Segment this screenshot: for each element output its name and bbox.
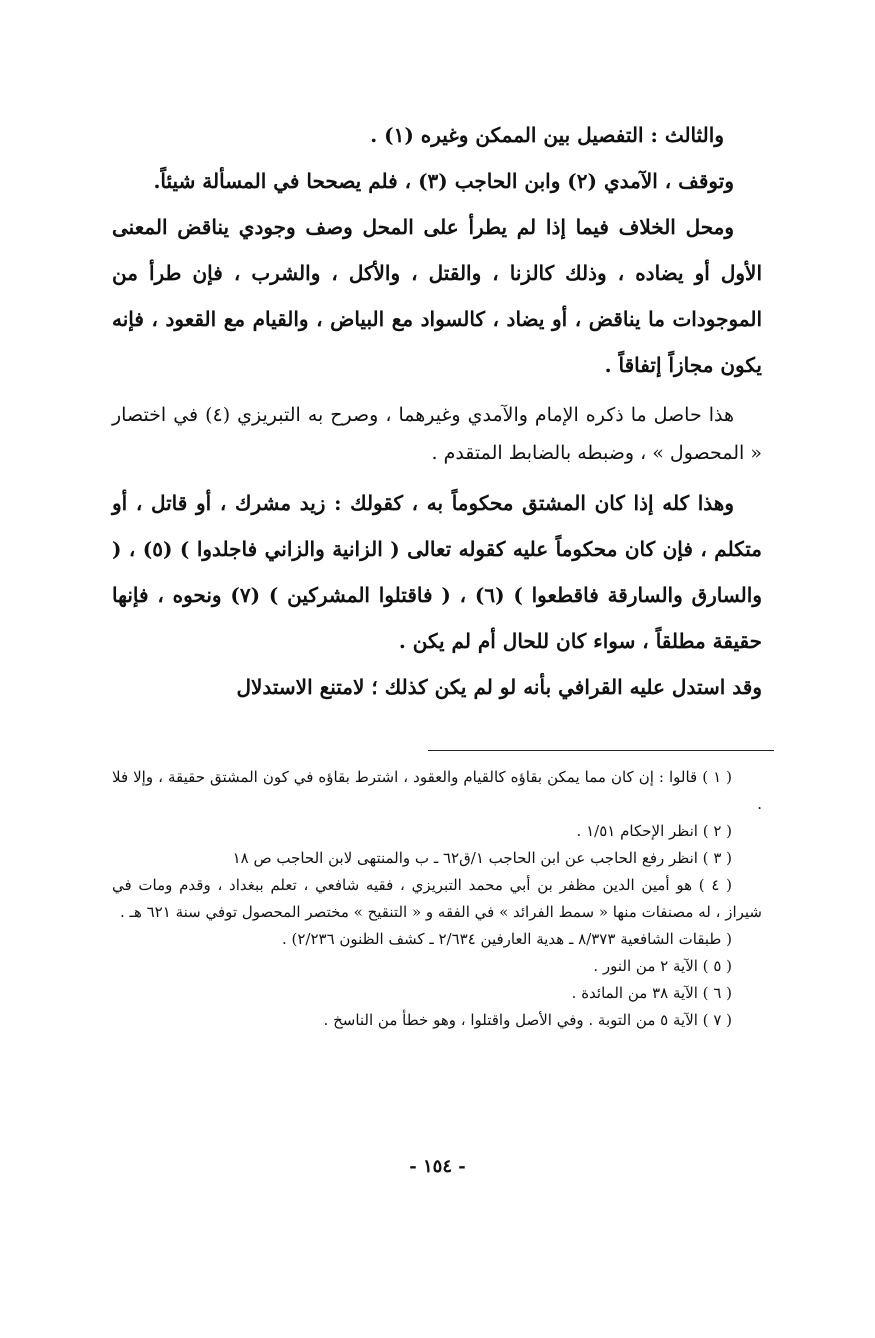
footnote-3: ( ٣ ) انظر رفع الحاجب عن ابن الحاجب ١/ق٦٢ ـ ب والمنتهى لابن الحاجب ص ١٨ [232,849,732,867]
footnote-2: ( ٢ ) انظر الإحكام ١/٥١ . [576,822,732,840]
paragraph-third-opinion: والثالث : التفصيل بين الممكن وغيره (١) . [370,123,724,147]
footnote-1: ( ١ ) قالوا : إن كان مما يمكن بقاؤه كالقيام والعقود ، اشترط بقاؤه في كون المشتق حقيقة ، وإلا فلا . [112,768,762,813]
footnote-4: ( ٤ ) هو أمين الدين مظفر بن أبي محمد التبريزي ، فقيه شافعي ، تعلم ببغداد ، وقدم ومات في شيراز ، له مصنفات منها « سمط الفرائد » في الفقه و « التنقيح » مختصر المحصول توفي سنة ٦٢١ هـ . [112,876,762,921]
main-text [112,112,762,710]
footnote-5: ( ٥ ) الآية ٢ من النور . [593,957,732,975]
paragraph-qarafi: وقد استدل عليه القرافي بأنه لو لم يكن كذلك ؛ لامتنع الاستدلال [236,675,762,699]
footnotes [112,764,762,1034]
paragraph-amidi-suspension: وتوقف ، الآمدي (٢) وابن الحاجب (٣) ، فلم يصححا في المسألة شيئاً. [153,169,734,193]
page-number: - ١٥٤ - [409,1156,466,1177]
footnote-divider [428,750,774,751]
footnote-4-sources: ( طبقات الشافعية ٨/٣٧٣ ـ هدية العارفين ٢/٦٣٤ ـ كشف الظنون ٢/٢٣٦) . [281,930,732,948]
paragraph-derived-predicate: وهذا كله إذا كان المشتق محكوماً به ، كقولك : زيد مشرك ، أو قاتل ، أو متكلم ، فإن كان محكوماً عليه كقوله تعالى ( الزانية والزاني فاجلدوا ) (٥) ، ( والسارق والسارقة فاقطعوا ) (٦) ، ( فاقتلوا المشركين ) (٧) ونحوه ، فإنها حقيقة مطلقاً ، سواء كان للحال أم لم يكن . [112,491,762,653]
paragraph-locus-of-dispute: ومحل الخلاف فيما إذا لم يطرأ على المحل وصف وجودي يناقض المعنى الأول أو يضاده ، وذلك كالزنا ، والقتل ، والأكل ، والشرب ، فإن طرأ من الموجودات ما يناقض ، أو يضاد ، كالسواد مع البياض ، والقيام مع القعود ، فإنه يكون مجازاً إتفاقاً . [112,215,762,377]
footnote-6: ( ٦ ) الآية ٣٨ من المائدة . [571,984,732,1002]
paragraph-summary: هذا حاصل ما ذكره الإمام والآمدي وغيرهما ، وصرح به التبريزي (٤) في اختصار « المحصول » ، وضبطه بالضابط المتقدم . [112,404,762,464]
footnote-7: ( ٧ ) الآية ٥ من التوبة . وفي الأصل واقتلوا ، وهو خطأ من الناسخ . [323,1011,732,1029]
